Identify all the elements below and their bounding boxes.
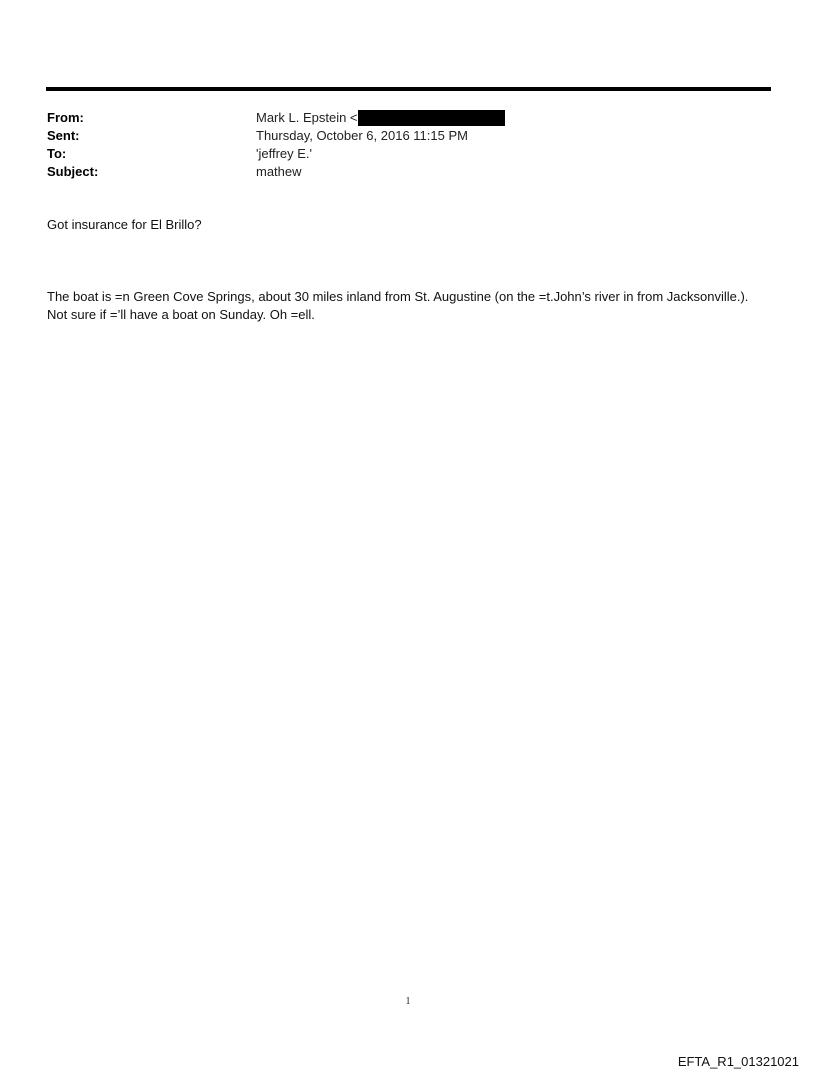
- to-value: 'jeffrey E.': [256, 146, 313, 161]
- to-row: [47, 145, 767, 163]
- sent-value: Thursday, October 6, 2016 11:15 PM: [256, 128, 468, 143]
- page-number: 1: [405, 996, 411, 1007]
- body-line-2: The boat is =n Green Cove Springs, about 30 miles inland from St. Augustine (on the =t.John’s river in from Jacksonville.).: [47, 289, 749, 304]
- from-sender-text: Mark L. Epstein <: [256, 110, 358, 125]
- sent-row: [47, 127, 767, 145]
- sent-label: Sent:: [47, 128, 80, 143]
- bates-number: EFTA_R1_01321021: [677, 1054, 799, 1069]
- body-line-3: Not sure if =’ll have a boat on Sunday. Oh =ell.: [47, 307, 315, 322]
- subject-value: mathew: [256, 164, 302, 179]
- from-value: [256, 109, 505, 127]
- redaction-box: [358, 110, 505, 126]
- subject-row: [47, 163, 767, 181]
- from-row: [47, 109, 767, 127]
- subject-label: Subject:: [47, 164, 99, 179]
- to-label: To:: [47, 146, 67, 161]
- body-line-1: Got insurance for El Brillo?: [47, 217, 202, 232]
- email-header: [47, 109, 767, 181]
- header-divider: [46, 87, 771, 91]
- from-label: From:: [47, 110, 84, 125]
